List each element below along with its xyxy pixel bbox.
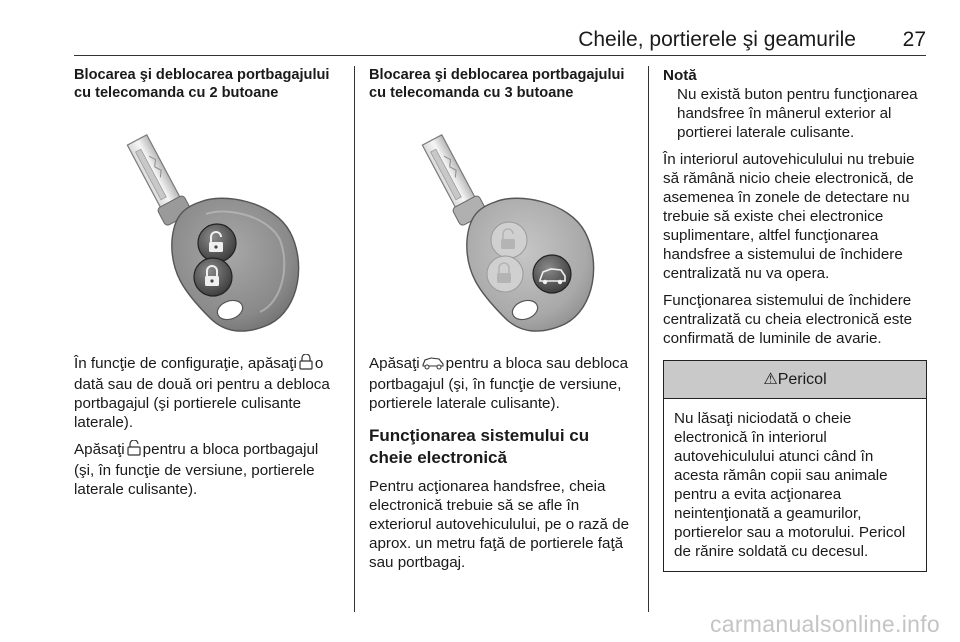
watermark: carmanualsonline.info	[709, 611, 940, 637]
col3-paragraph-2: Funcţionarea sistemului de închidere centralizată cu cheia electronică este confirmată de luminile de avarie.	[663, 292, 913, 347]
col2-paragraph-2: Pentru acţionarea handsfree, cheia electronică trebuie să se afle în exteriorul autovehiculului, pe o rază de aprox. un metru faţă de portierele faţă sau portbagaj.	[369, 478, 630, 571]
trunk-unlock-icon	[299, 354, 313, 375]
page-header	[74, 26, 926, 54]
section-title-2-button-remote: Blocarea şi deblocarea portbagajului cu telecomanda cu 2 butoane	[74, 67, 330, 101]
column-1	[74, 66, 342, 499]
danger-header	[664, 361, 926, 399]
section-heading-electronic-key: Funcţionarea sistemului cu cheie electronică	[369, 426, 590, 467]
note-title: Notă	[663, 67, 697, 84]
car-tailgate-icon	[422, 356, 444, 375]
col1-paragraph-2: Apăsaţi pentru a bloca portbagajul (şi, în funcţie de versiune, portierele laterale culisante).	[74, 441, 319, 498]
note-block	[663, 66, 927, 142]
trunk-lock-icon	[127, 440, 141, 461]
warning-triangle-icon: ⚠	[763, 371, 778, 388]
three-button-key-illustration	[369, 122, 637, 334]
page-number: 27	[902, 28, 926, 51]
column-divider-1	[354, 66, 355, 612]
danger-body: Nu lăsaţi niciodată o cheie electronică în interiorul autovehiculului atunci când în acesta rămân copii sau animale pentru a evita acţionarea neintenţionată a geamurilor, portierelor sau a motorului. Pericol de rănire soldată cu decesul.	[674, 410, 906, 560]
column-divider-2	[648, 66, 649, 612]
section-title-3-button-remote: Blocarea şi deblocarea portbagajului cu telecomanda cu 3 butoane	[369, 67, 625, 101]
danger-title: Pericol	[777, 371, 827, 388]
column-2	[369, 66, 637, 572]
chapter-title: Cheile, portierele şi geamurile	[578, 28, 856, 51]
column-3	[663, 66, 927, 572]
note-body: Nu există buton pentru funcţionarea handsfree în mânerul exterior al portierei laterale culisante.	[677, 86, 918, 141]
two-button-key-illustration	[74, 122, 342, 334]
col1-paragraph-1: În funcţie de configuraţie, apăsaţi o dată sau de două ori pentru a debloca portbagajul (şi portierele culisante laterale).	[74, 355, 330, 431]
col3-paragraph-1: În interiorul autovehiculului nu trebuie să rămână nicio cheie electronică, de asemenea în zonele de detectare nu trebuie să existe chei electronice suplimentare, altfel funcţionarea handsfree a sistemului de închidere centralizată nu va opera.	[663, 151, 915, 282]
col2-paragraph-1: Apăsaţi pentru a bloca sau debloca portbagajul (şi, în funcţie de versiune, portierele laterale culisante).	[369, 355, 629, 412]
header-rule	[74, 55, 926, 56]
danger-warning-box	[663, 360, 927, 572]
